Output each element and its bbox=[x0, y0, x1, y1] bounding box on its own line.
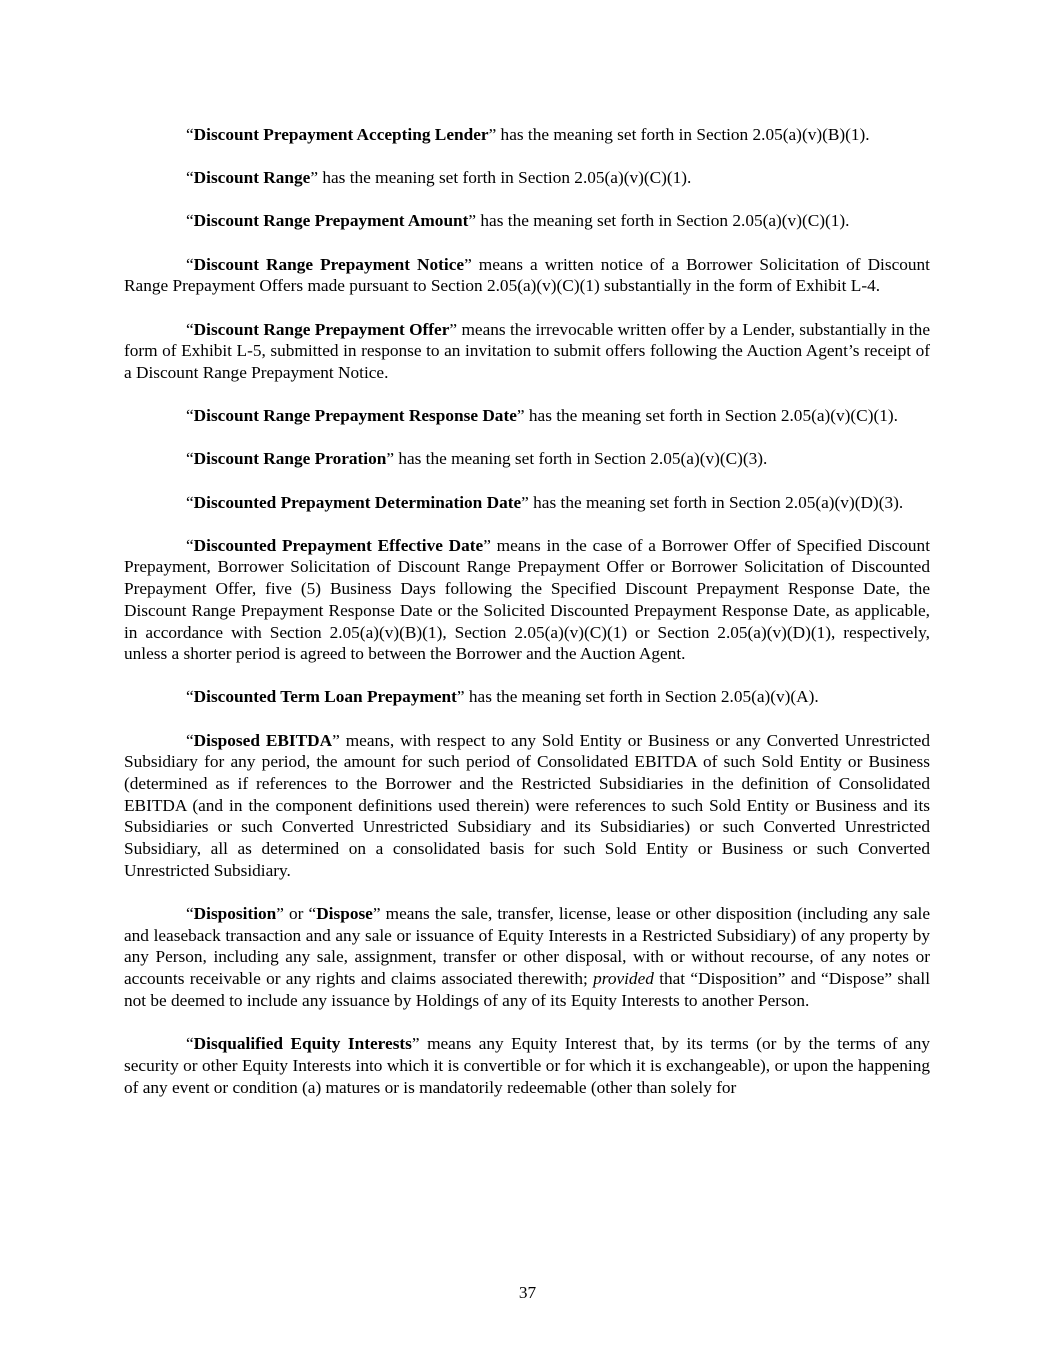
definition-discount-range: “Discount Range” has the meaning set forth in Section 2.05(a)(v)(C)(1). bbox=[186, 168, 692, 188]
defined-term: Disposed EBITDA bbox=[193, 730, 333, 750]
definition-disposed-ebitda: “Disposed EBITDA” means, with respect to any Sold Entity or Business or any Converted Unrestricted Subsidiary for any period, the amount for such period of Consolidated EBITDA of such Sold Entity or Business (determined as if references to the Borrower and the Restricted Subsidiaries in the definition of Consolidated EBITDA (and in the component definitions used therein) were references to such Sold Entity or Business and its Subsidiaries or such Converted Unrestricted Subsidiary and its Subsidiaries) or such Converted Unrestricted Subsidiary, all as determined on a consolidated basis for such Sold Entity or Business or such Converted Unrestricted Subsidiary. bbox=[124, 730, 930, 880]
page-number: 37 bbox=[518, 1283, 537, 1302]
definition-discounted-term-loan-prepayment: “Discounted Term Loan Prepayment” has the meaning set forth in Section 2.05(a)(v)(A). bbox=[186, 687, 819, 707]
defined-term: Disqualified Equity Interests bbox=[193, 1034, 412, 1054]
definition-text: has the meaning set forth in Section 2.05(a)(v)(C)(1). bbox=[476, 211, 850, 231]
definition-text: means, with respect to any Sold Entity or Business or any Converted Unrestricted Subsidiary for any period, the amount for such period of Consolidated EBITDA of such Sold Entity or Business (determined as if references to the Borrower and the Restricted Subsidiaries in the definition of Consolidated EBITDA (and in the component definitions used therein) were references to such Sold Entity or Business and its Subsidiaries or such Converted Unrestricted Subsidiary and its Subsidiaries) or such Converted Unrestricted Subsidiary, all as determined on a consolidated basis for such Sold Entity or Business or such Converted Unrestricted Subsidiary. bbox=[124, 730, 930, 880]
defined-term: Discounted Prepayment Determination Date bbox=[193, 492, 522, 512]
defined-term: Discount Range Prepayment Offer bbox=[193, 319, 450, 339]
definition-discount-range-prepayment-notice: “Discount Range Prepayment Notice” means a written notice of a Borrower Solicitation of Discount Range Prepayment Offers made pursuant to Section 2.05(a)(v)(C)(1) substantially in the form of Exhibit L-4. bbox=[124, 254, 930, 296]
definition-text: has the meaning set forth in Section 2.05(a)(v)(C)(3). bbox=[394, 449, 768, 469]
defined-term: Disposition bbox=[193, 904, 277, 924]
italic-proviso: provided bbox=[593, 969, 654, 989]
defined-term: Discount Range Prepayment Response Date bbox=[193, 406, 517, 426]
definition-discounted-prepayment-determination-date: “Discounted Prepayment Determination Date” has the meaning set forth in Section 2.05(a)(v)(D)(3). bbox=[186, 492, 904, 512]
definition-disqualified-equity-interests: “Disqualified Equity Interests” means any Equity Interest that, by its terms (or by the terms of any security or other Equity Interests into which it is convertible or for which it is exchangeable), or upon the happening of any event or condition (a) matures or is mandatorily redeemable (other than solely for bbox=[124, 1034, 930, 1097]
defined-term: Discount Range Proration bbox=[193, 449, 387, 469]
definition-text: has the meaning set forth in Section 2.05(a)(v)(D)(3). bbox=[528, 492, 904, 512]
definition-text: has the meaning set forth in Section 2.05(a)(v)(B)(1). bbox=[496, 125, 870, 144]
definition-discount-range-proration: “Discount Range Proration” has the meaning set forth in Section 2.05(a)(v)(C)(3). bbox=[186, 449, 768, 469]
definition-text: that “Disposition” and “Dispose” shall not be deemed to include any issuance by Holdings of any of its Equity Interests to another Person. bbox=[124, 969, 931, 1010]
definition-disposition: “Disposition” or “Dispose” means the sale, transfer, license, lease or other disposition (including any sale and leaseback transaction and any sale or issuance of Equity Interests in a Restricted Subsidiary) of any property by any Person, including any sale, assignment, transfer or other disposal, with or without recourse, of any notes or accounts receivable or any rights and claims associated therewith; provided that “Disposition” and “Dispose” shall not be deemed to include any issuance by Holdings of any of its Equity Interests to another Person. bbox=[124, 904, 931, 1010]
document-page bbox=[124, 124, 930, 1120]
definition-discount-range-prepayment-amount: “Discount Range Prepayment Amount” has the meaning set forth in Section 2.05(a)(v)(C)(1). bbox=[186, 211, 850, 231]
definition-text: means the irrevocable written offer by a Lender, substantially in the form of Exhibit L-5, submitted in response to an invitation to submit offers following the Auction Agent’s receipt of a Discount Range Prepayment Notice. bbox=[124, 319, 930, 382]
definition-discount-range-prepayment-response-date: “Discount Range Prepayment Response Date” has the meaning set forth in Section 2.05(a)(v)(C)(1). bbox=[186, 406, 898, 426]
definition-text: has the meaning set forth in Section 2.05(a)(v)(C)(1). bbox=[524, 406, 898, 426]
defined-term: Discounted Term Loan Prepayment bbox=[193, 687, 457, 707]
defined-term: Discount Range Prepayment Amount bbox=[193, 211, 469, 231]
defined-term: Dispose bbox=[316, 904, 373, 924]
definition-text: means any Equity Interest that, by its terms (or by the terms of any security or other Equity Interests into which it is convertible or for which it is exchangeable), or upon the happening of any event or condition (a) matures or is mandatorily redeemable (other than solely for bbox=[124, 1034, 930, 1097]
definition-text: has the meaning set forth in Section 2.05(a)(v)(C)(1). bbox=[318, 168, 692, 188]
definition-discount-range-prepayment-offer: “Discount Range Prepayment Offer” means the irrevocable written offer by a Lender, substantially in the form of Exhibit L-5, submitted in response to an invitation to submit offers following the Auction Agent’s receipt of a Discount Range Prepayment Notice. bbox=[124, 319, 930, 382]
definition-text: ” means the sale, transfer, license, lease or other disposition (including any sale and leaseback transaction and any sale or issuance of Equity Interests in a Restricted Subsidiary) of any property by any Person, including any sale, assignment, transfer or other disposal, with or without recourse, of any notes or accounts receivable or any rights and claims associated therewith; bbox=[124, 904, 930, 989]
defined-term: Discount Range Prepayment Notice bbox=[193, 254, 465, 274]
defined-term: Discounted Prepayment Effective Date bbox=[193, 535, 484, 555]
defined-term: Discount Prepayment Accepting Lender bbox=[193, 125, 489, 144]
defined-term: Discount Range bbox=[193, 168, 311, 188]
definition-text: has the meaning set forth in Section 2.05(a)(v)(A). bbox=[464, 687, 819, 707]
definition-discount-prepayment-accepting-lender: “Discount Prepayment Accepting Lender” has the meaning set forth in Section 2.05(a)(v)(B)(1). bbox=[186, 125, 870, 144]
definition-text: means in the case of a Borrower Offer of Specified Discount Prepayment, Borrower Solicitation of Discount Range Prepayment Offer or Borrower Solicitation of Discounted Prepayment Offer, five (5) Business Days following the Specified Discount Prepayment Response Date, the Discount Range Prepayment Response Date or the Solicited Discounted Prepayment Response Date, as applicable, in accordance with Section 2.05(a)(v)(B)(1), Section 2.05(a)(v)(C)(1) or Section 2.05(a)(v)(D)(1), respectively, unless a shorter period is agreed to between the Borrower and the Auction Agent. bbox=[124, 535, 930, 664]
definition-text: means a written notice of a Borrower Solicitation of Discount Range Prepayment Offers made pursuant to Section 2.05(a)(v)(C)(1) substantially in the form of Exhibit L-4. bbox=[124, 254, 930, 296]
definition-discounted-prepayment-effective-date: “Discounted Prepayment Effective Date” means in the case of a Borrower Offer of Specified Discount Prepayment, Borrower Solicitation of Discount Range Prepayment Offer or Borrower Solicitation of Discounted Prepayment Offer, five (5) Business Days following the Specified Discount Prepayment Response Date, the Discount Range Prepayment Response Date or the Solicited Discounted Prepayment Response Date, as applicable, in accordance with Section 2.05(a)(v)(B)(1), Section 2.05(a)(v)(C)(1) or Section 2.05(a)(v)(D)(1), respectively, unless a shorter period is agreed to between the Borrower and the Auction Agent. bbox=[124, 535, 930, 664]
